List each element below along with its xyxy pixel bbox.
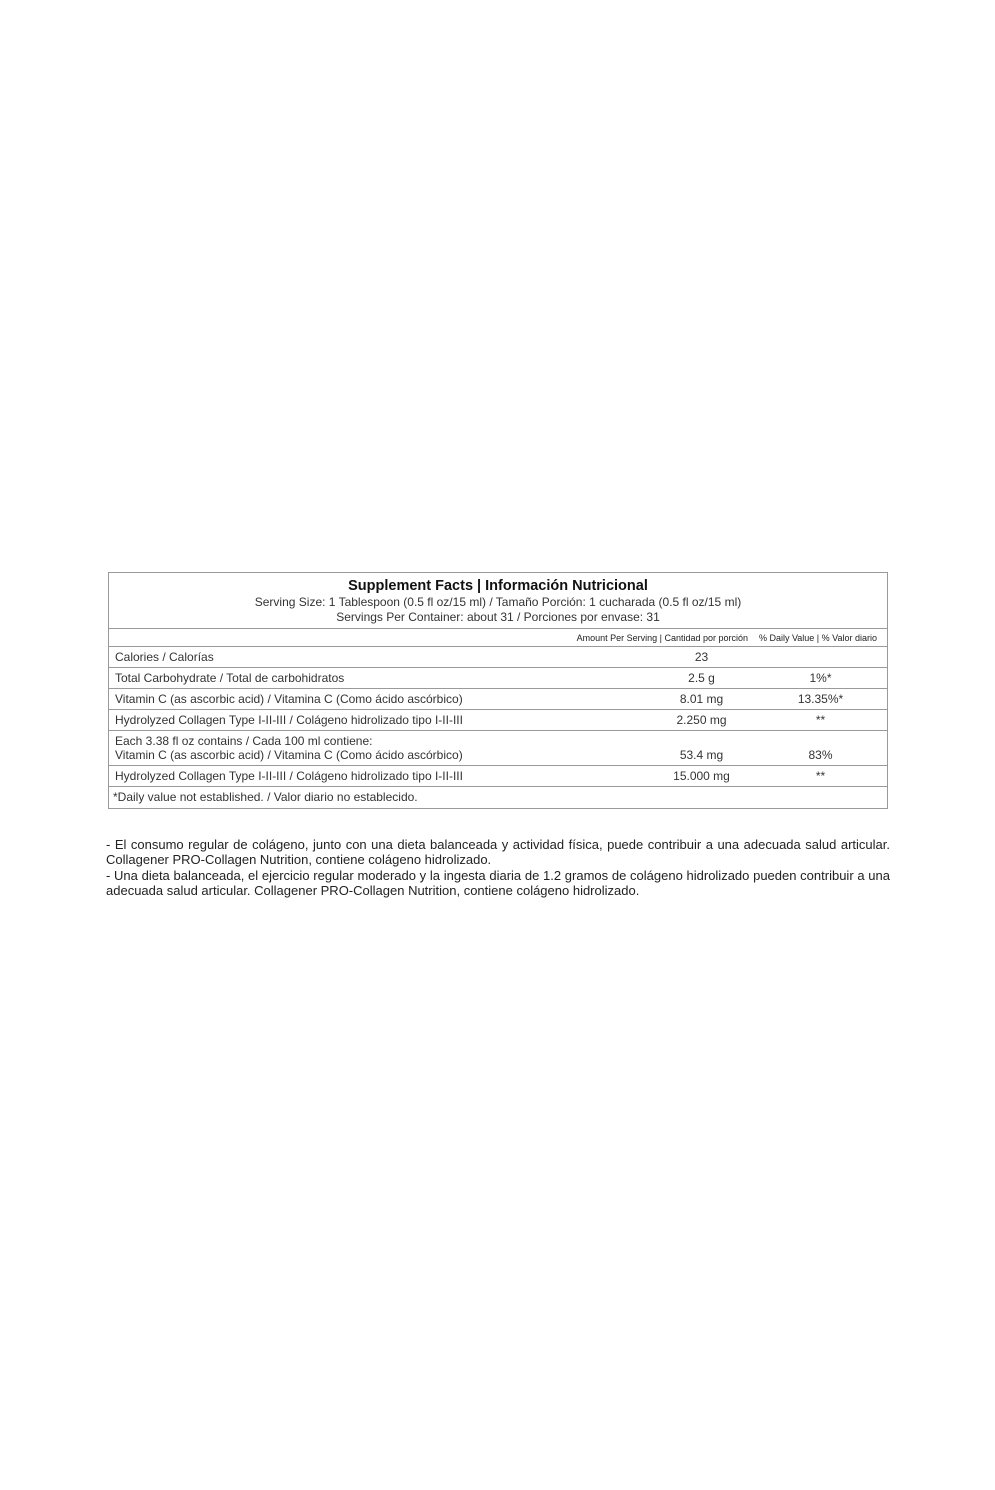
nutrient-name: Hydrolyzed Collagen Type I-II-III / Colágeno hidrolizado tipo I-II-III <box>109 766 549 787</box>
table-row <box>109 731 887 766</box>
nutrient-name: Vitamin C (as ascorbic acid) / Vitamina C (Como ácido ascórbico) <box>109 689 549 710</box>
header-blank <box>109 629 549 647</box>
nutrient-amount: 2.250 mg <box>549 710 754 731</box>
nutrient-name: Calories / Calorías <box>109 647 549 668</box>
facts-title: Supplement Facts | Información Nutricional <box>348 578 648 594</box>
table-row <box>109 766 887 787</box>
nutrient-daily-value: ** <box>754 766 887 787</box>
facts-header <box>109 573 887 629</box>
nutrient-daily-value: 13.35%* <box>754 689 887 710</box>
servings-per-container: Servings Per Container: about 31 / Porciones por envase: 31 <box>336 610 660 624</box>
per100-heading: Each 3.38 fl oz contains / Cada 100 ml contiene: <box>115 734 373 748</box>
nutrient-name: Total Carbohydrate / Total de carbohidratos <box>109 668 549 689</box>
table-header-row <box>109 629 887 647</box>
table-row <box>109 710 887 731</box>
daily-value-footnote: *Daily value not established. / Valor diario no establecido. <box>113 790 418 804</box>
nutrient-name: Hydrolyzed Collagen Type I-II-III / Colágeno hidrolizado tipo I-II-III <box>109 710 549 731</box>
header-daily-value: % Daily Value | % Valor diario <box>754 629 887 647</box>
claim-text: - El consumo regular de colágeno, junto con una dieta balanceada y actividad física, puede contribuir a una adecuada salud articular. Collagener PRO-Collagen Nutrition, contiene colágeno hidrolizado. <box>106 837 890 867</box>
table-row <box>109 647 887 668</box>
nutrient-amount: 53.4 mg <box>549 731 754 766</box>
per100-cell <box>109 731 549 766</box>
nutrition-table <box>109 629 887 787</box>
nutrient-amount: 8.01 mg <box>549 689 754 710</box>
supplement-facts-panel <box>108 572 888 809</box>
header-amount: Amount Per Serving | Cantidad por porción <box>549 629 754 647</box>
nutrient-daily-value <box>754 647 887 668</box>
table-row <box>109 668 887 689</box>
serving-size: Serving Size: 1 Tablespoon (0.5 fl oz/15 ml) / Tamaño Porción: 1 cucharada (0.5 fl oz/15 ml) <box>254 595 742 609</box>
nutrient-daily-value: 1%* <box>754 668 887 689</box>
nutrient-name: Vitamin C (as ascorbic acid) / Vitamina C (Como ácido ascórbico) <box>115 748 463 762</box>
health-claims <box>106 838 890 900</box>
nutrient-amount: 15.000 mg <box>549 766 754 787</box>
nutrient-amount: 2.5 g <box>549 668 754 689</box>
nutrient-daily-value: 83% <box>754 731 887 766</box>
claim-text: - Una dieta balanceada, el ejercicio regular moderado y la ingesta diaria de 1.2 gramos de colágeno hidrolizado pueden contribuir a una adecuada salud articular. Collagener PRO-Collagen Nutrition, contiene colágeno hidrolizado. <box>106 868 890 898</box>
nutrient-daily-value: ** <box>754 710 887 731</box>
nutrient-amount: 23 <box>549 647 754 668</box>
table-row <box>109 689 887 710</box>
